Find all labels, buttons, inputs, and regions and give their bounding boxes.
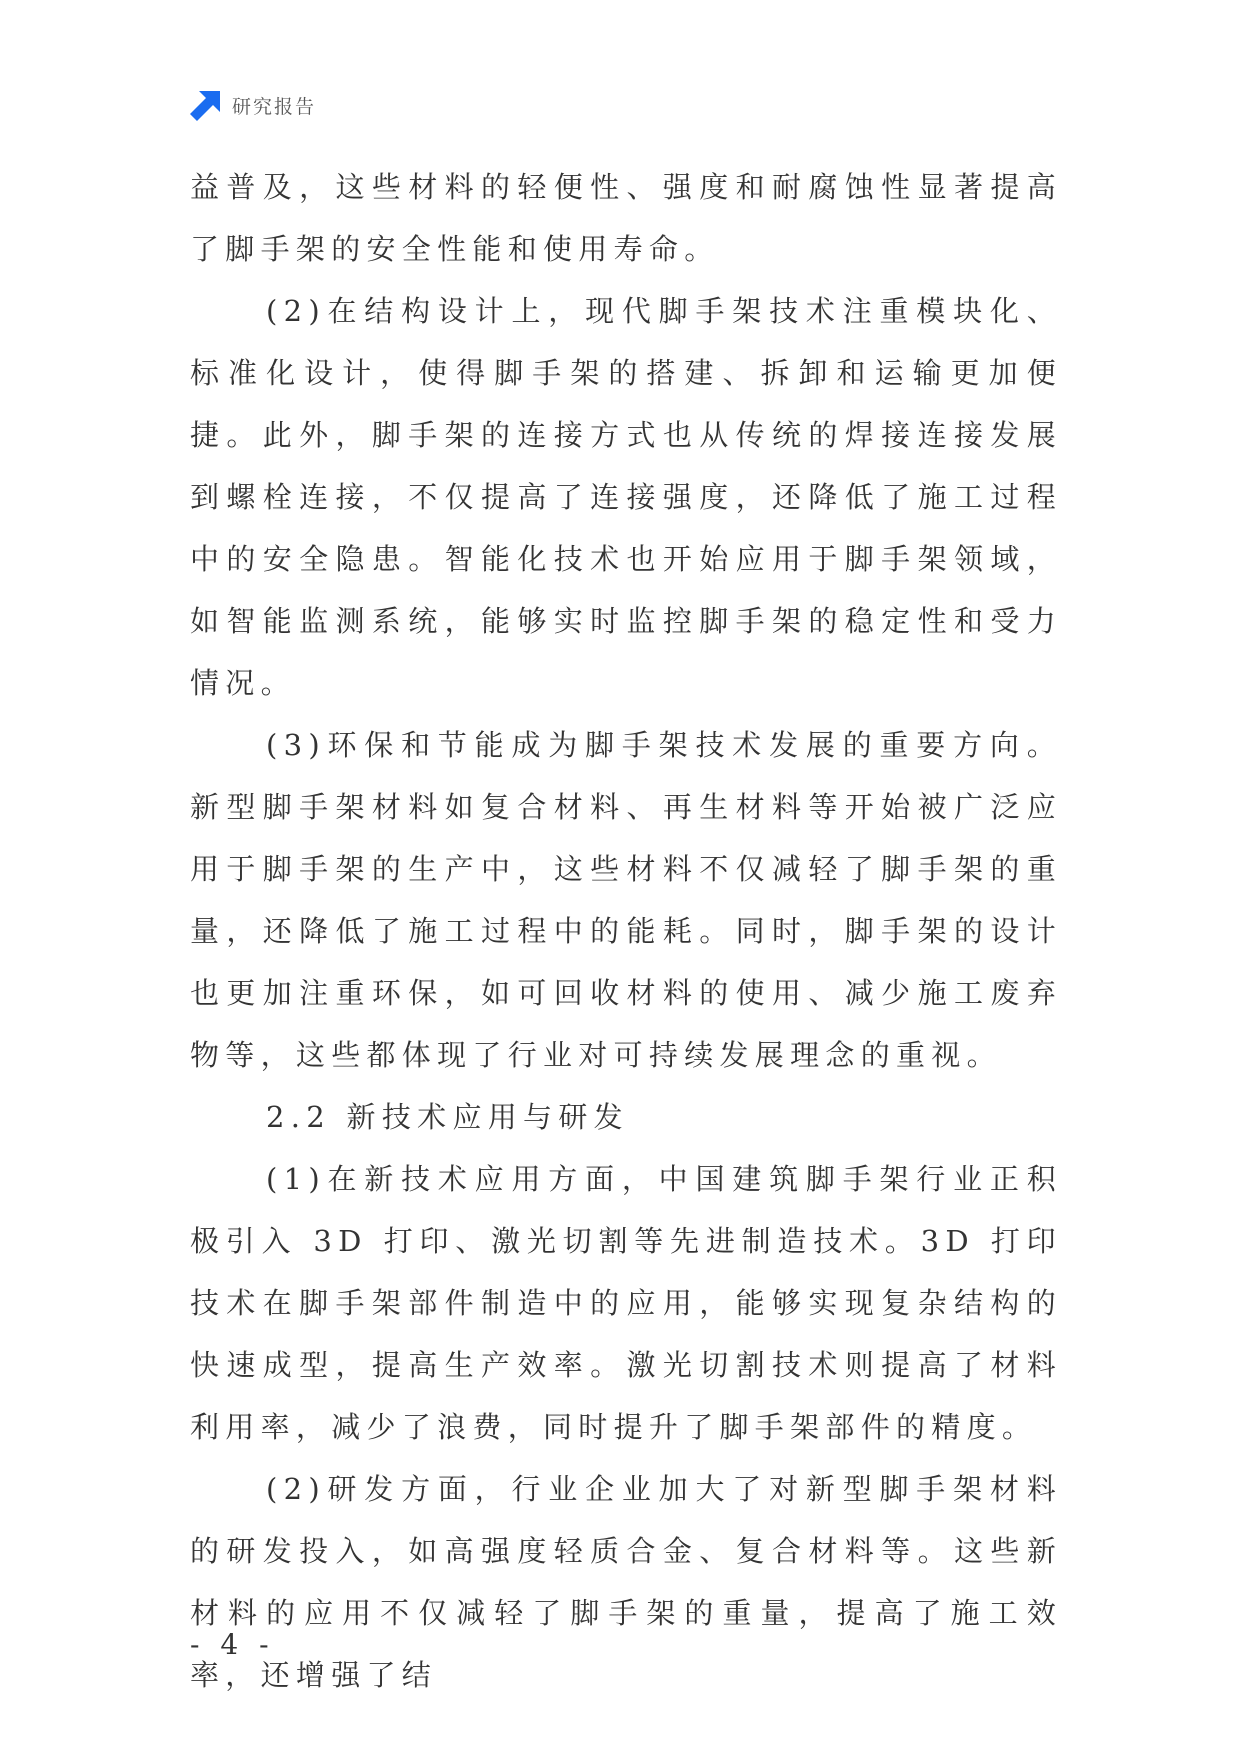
page-header bbox=[190, 88, 316, 122]
section-heading: 2.2 新技术应用与研发 bbox=[266, 1100, 629, 1134]
paragraph: (3)环保和节能成为脚手架技术发展的重要方向。新型脚手架材料如复合材料、再生材料等开始被广泛应用于脚手架的生产中，这些材料不仅减轻了脚手架的重量，还降低了施工过程中的能耗。同时，脚手架的设计也更加注重环保，如可回收材料的使用、减少施工废弃物等，这些都体现了行业对可持续发展理念的重视。 bbox=[190, 728, 1062, 1072]
paragraph-continued: 益普及，这些材料的轻便性、强度和耐腐蚀性显著提高了脚手架的安全性能和使用寿命。 bbox=[190, 170, 1062, 266]
paragraph: (2)研发方面，行业企业加大了对新型脚手架材料的研发投入，如高强度轻质合金、复合材料等。这些新材料的应用不仅减轻了脚手架的重量，提高了施工效率，还增强了结 bbox=[190, 1472, 1062, 1692]
paragraph: (2)在结构设计上，现代脚手架技术注重模块化、标准化设计，使得脚手架的搭建、拆卸和运输更加便捷。此外，脚手架的连接方式也从传统的焊接连接发展到螺栓连接，不仅提高了连接强度，还降低了施工过程中的安全隐患。智能化技术也开始应用于脚手架领域，如智能监测系统，能够实时监控脚手架的稳定性和受力情况。 bbox=[190, 294, 1062, 700]
arrow-up-right-icon bbox=[190, 89, 222, 121]
page-number: - 4 - bbox=[190, 1628, 275, 1661]
header-title: 研究报告 bbox=[232, 95, 317, 118]
document-body bbox=[190, 156, 1062, 1706]
paragraph: (1)在新技术应用方面，中国建筑脚手架行业正积极引入 3D 打印、激光切割等先进制造技术。3D 打印技术在脚手架部件制造中的应用，能够实现复杂结构的快速成型，提高生产效率。激光切割技术则提高了材料利用率，减少了浪费，同时提升了脚手架部件的精度。 bbox=[190, 1162, 1062, 1444]
